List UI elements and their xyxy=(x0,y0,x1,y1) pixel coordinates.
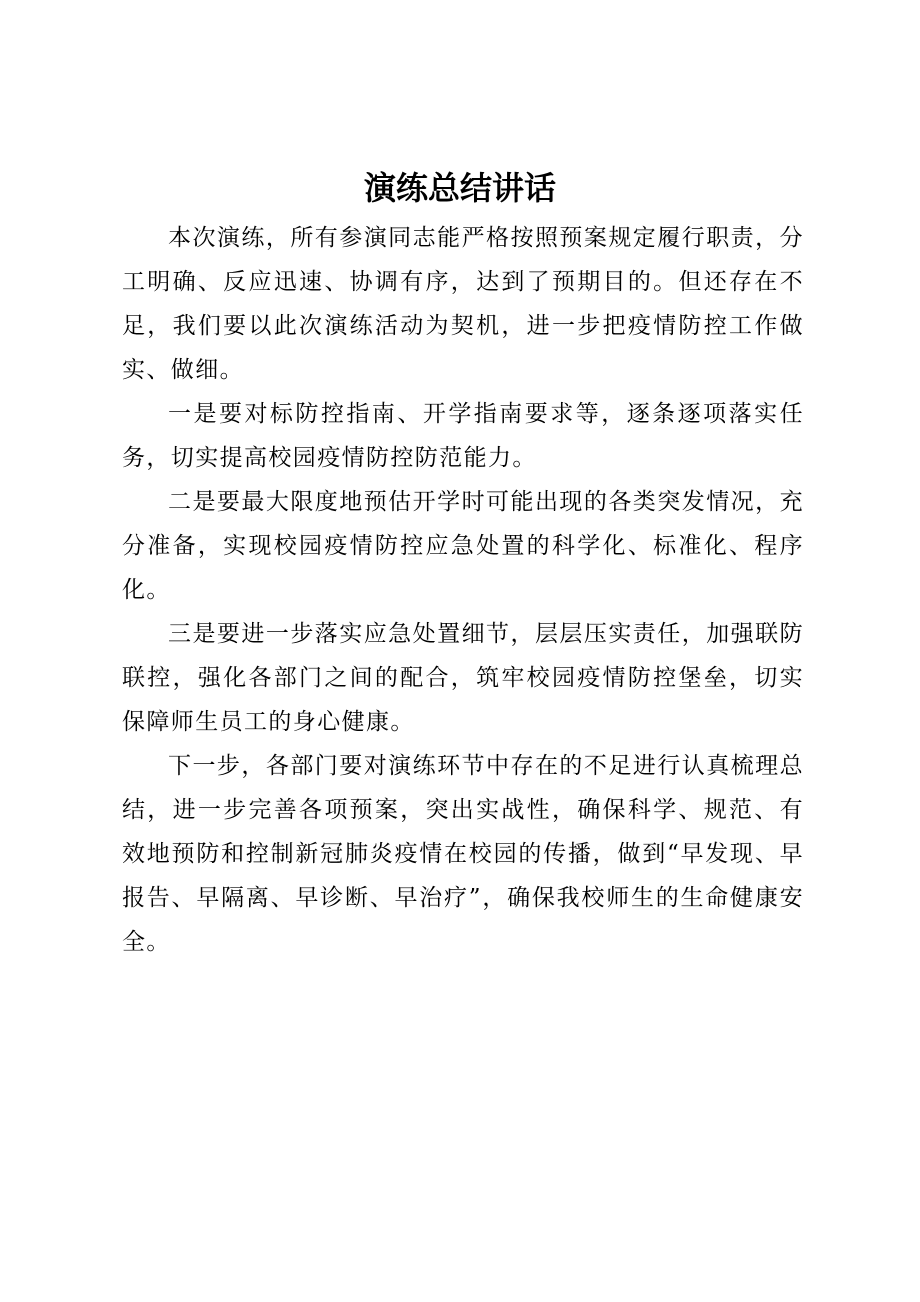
paragraph-point-two: 二是要最大限度地预估开学时可能出现的各类突发情况，充分准备，实现校园疫情防控应急处置的科学化、标准化、程序化。 xyxy=(122,489,804,603)
paragraph-intro: 本次演练，所有参演同志能严格按照预案规定履行职责，分工明确、反应迅速、协调有序，达到了预期目的。但还存在不足，我们要以此次演练活动为契机，进一步把疫情防控工作做实、做细。 xyxy=(122,225,804,383)
paragraph-point-three: 三是要进一步落实应急处置细节，层层压实责任，加强联防联控，强化各部门之间的配合，筑牢校园疫情防控堡垒，切实保障师生员工的身心健康。 xyxy=(122,621,804,735)
document-body xyxy=(122,216,804,964)
paragraph-next-steps: 下一步，各部门要对演练环节中存在的不足进行认真梳理总结，进一步完善各项预案，突出实战性，确保科学、规范、有效地预防和控制新冠肺炎疫情在校园的传播，做到“早发现、早报告、早隔离、早诊断、早治疗”，确保我校师生的生命健康安全。 xyxy=(122,753,804,955)
document-title: 演练总结讲话 xyxy=(363,169,556,207)
paragraph-point-one: 一是要对标防控指南、开学指南要求等，逐条逐项落实任务，切实提高校园疫情防控防范能力。 xyxy=(122,401,804,471)
